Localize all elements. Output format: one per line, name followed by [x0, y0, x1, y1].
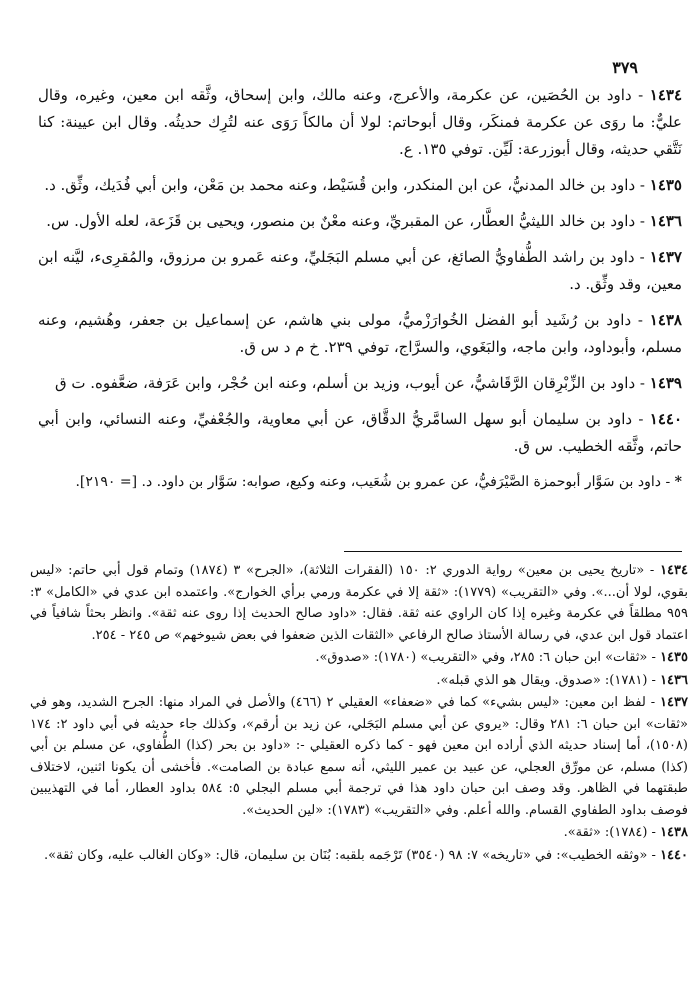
entry-dash: -	[634, 248, 650, 266]
entry	[38, 82, 682, 163]
entry-text: داود بن الحُصَين، عن عكرمة، والأعرج، وعنه مالك، وابن إسحاق، وثَّقه ابن معين، وغيره، وقال عليٌّ: ما روَى عن عكرمة فمنكَر، وقال أبوحاتم: لولا أن مالكاً رَوَى عنه لتُرِك حديثُه. وقال ابن عيينة: كنا نَتَّقي حديثه، وقال أبوزرعة: لَيِّن. توفي ١٣٥. ع.	[38, 86, 682, 158]
entry-dash: -	[631, 311, 650, 329]
footnote-text: (١٧٨١): «صدوق. ويقال هو الذي قبله».	[436, 672, 648, 688]
entry	[38, 307, 682, 361]
footnote-text: لفظ ابن معين: «ليس بشيء» كما في «ضعفاء» العقيلي ٢ (٤٦٦) والأصل في المراد منها: الجرح الشديد، وهو في «ثقات» ابن حبان ٦: ٢٨١ وقال: «يروي عن أبي مسلم البَجَلي، عن زيد بن أرقم»، وكذلك جاء حديثه في أبي داود ٢: ١٧٤ (١٥٠٨)، أما إسناد حديثه الذي أراده ابن معين فهو - كما ذكره العقيلي -: «داود بن بحر (كذا) الطُّفاوي، عن مسلم بن أبي (كذا) مسلم، عن مورِّق العجلي، عن عبيد بن عمير الليثي، أنه سمع عبادة بن الصامت». فأخشى أن يكونا اثنين، لاختلاف طبقتهما في الظاهر. وقد وصف ابن حبان داود هذا في ترجمة أبي مسلم البجلي ٥: ٥٨٤ بداود العطار، أما في التهذيبين فوصف بداود الطفاوي القسام. والله أعلم. وفي «التقريب» (١٧٨٣): «لين الحديث».	[30, 695, 689, 818]
footnote-dash: -	[647, 650, 661, 665]
entry-text: داود بن رُشَيد أبو الفضل الخُوارَزْميُّ، مولى بني هاشم، عن إسماعيل بن جعفر، وهُشيم، وعنه مسلم، وأبوداود، وابن ماجه، والبَغَوي، والسرَّاج، توفي ٢٣٩. خ م د س ق.	[38, 311, 682, 356]
entry-text: داود بن الزِّبْرِقان الرَّقَاشيُّ، عن أيوب، وزيد بن أسلم، وعنه ابن حُجْر، وابن عَرَفة، ضعَّفوه. ت ق	[54, 374, 636, 392]
entry	[38, 172, 682, 199]
footnote-number: ١٤٣٦	[660, 672, 688, 688]
entry-number: ١٤٤٠	[649, 410, 683, 428]
footnotes	[30, 560, 688, 867]
footnote-dash: -	[645, 695, 661, 710]
entry-text: داود بن خالد الليثيُّ العطَّار، عن المقبريِّ، وعنه معْنٌ بن منصور، ويحيى بن قَزَعة، لعله الأول. س.	[46, 212, 636, 230]
entry-dash: -	[632, 410, 650, 428]
entry-number: ١٤٣٤	[649, 86, 683, 104]
entry-number: ١٤٣٩	[649, 374, 682, 392]
cross-reference-entry	[38, 469, 682, 496]
footnote-text: (١٧٨٤): «ثقة».	[563, 825, 648, 840]
entry-dash: -	[635, 212, 650, 230]
footnote-dash: -	[647, 825, 661, 840]
entry-text: داود بن سَوَّار أبوحمزة الصَّيْرَفيُّ، عن عمرو بن شُعَيب، وعنه وكيع، صوابه: سَوَّار بن داود. د. [= ٢١٩٠].	[75, 474, 662, 490]
footnote-text: «ثقات» ابن حبان ٦: ٢٨٥، وفي «التقريب» (١٧٨٠): «صدوق».	[315, 650, 648, 665]
entry-number: ١٤٣٧	[649, 248, 682, 266]
footnote-text: «وثقه الخطيب»: في «تاريخه» ٧: ٩٨ (٣٥٤٠) تَرْجَمه بلقبه: بُنَان بن سليمان، قال: «وكان الغالب عليه، وكان ثقة».	[44, 847, 648, 863]
footnote-divider	[344, 551, 682, 552]
entry	[38, 244, 682, 298]
entry	[38, 406, 682, 460]
entry-text: داود بن سليمان أبو سهل السامَّريُّ الدقَّاق، عن أبي معاوية، والجُعْفيِّ، وعنه النسائي، وابن أبي حاتم، وثَّقه الخطيب. س ق.	[38, 410, 682, 455]
footnote-number: ١٤٣٧	[660, 695, 688, 710]
footnote-number: ١٤٤٠	[660, 847, 688, 863]
footnote	[30, 647, 688, 669]
footnote-number: ١٤٣٨	[660, 825, 688, 840]
entry	[38, 208, 682, 235]
entry-dash: -	[661, 474, 675, 490]
footnote	[30, 692, 688, 821]
footnote-dash: -	[647, 847, 661, 863]
main-text	[38, 82, 682, 505]
entry-number: ١٤٣٦	[649, 212, 682, 230]
footnote-dash: -	[644, 563, 661, 578]
footnote	[30, 670, 688, 692]
entry-dash: -	[635, 374, 650, 392]
entry-text: داود بن خالد المدنيُّ، عن ابن المنكدر، وابن قُسَيْط، وعنه محمد بن مَعْن، وابن أبي فُدَيك، وثِّق. د.	[44, 176, 636, 194]
entry-number: ١٤٣٨	[649, 311, 682, 329]
page-number: ٣٧٩	[612, 58, 638, 77]
star-marker: *	[674, 474, 682, 490]
entry-text: داود بن راشد الطُّفاويُّ الصائغ، عن أبي مسلم البَجَليِّ، وعنه عَمرو بن مرزوق، والمُقرِىء، ليَّنه ابن معين، وقد وثِّق. د.	[38, 248, 682, 293]
footnote	[30, 560, 688, 646]
footnote-number: ١٤٣٥	[660, 650, 688, 665]
footnote-dash: -	[647, 672, 661, 688]
entry	[38, 370, 682, 397]
footnote-text: «تاريخ يحيى بن معين» رواية الدوري ٢: ١٥٠ (الفقرات الثلاثة)، «الجرح» ٣ (١٨٧٤) وتمام قول أبي حاتم: «ليس بقوي، لولا أن...». وفي «التقريب» (١٧٧٩): «ثقة إلا في عكرمة ورمي برأي الخوارج». واعتمده ابن عدي في «الكامل» ٣: ٩٥٩ مطلقاً في عكرمة وغيره إذا كان الراوي عنه ثقة. فقال: «داود صالح الحديث إذا روى عنه ثقة». وانظر بحثاً شافياً في اعتماد قول ابن عدي، في رسالة الأستاذ صالح الرفاعي «الثقات الذين ضعفوا في بعض شيوخهم» ص ٢٤٥ - ٢٥٤.	[30, 563, 688, 643]
entry-number: ١٤٣٥	[649, 176, 682, 194]
entry-dash: -	[635, 176, 650, 194]
footnote	[30, 822, 688, 844]
footnote	[30, 845, 688, 867]
entry-dash: -	[631, 86, 650, 104]
footnote-number: ١٤٣٤	[660, 563, 688, 578]
